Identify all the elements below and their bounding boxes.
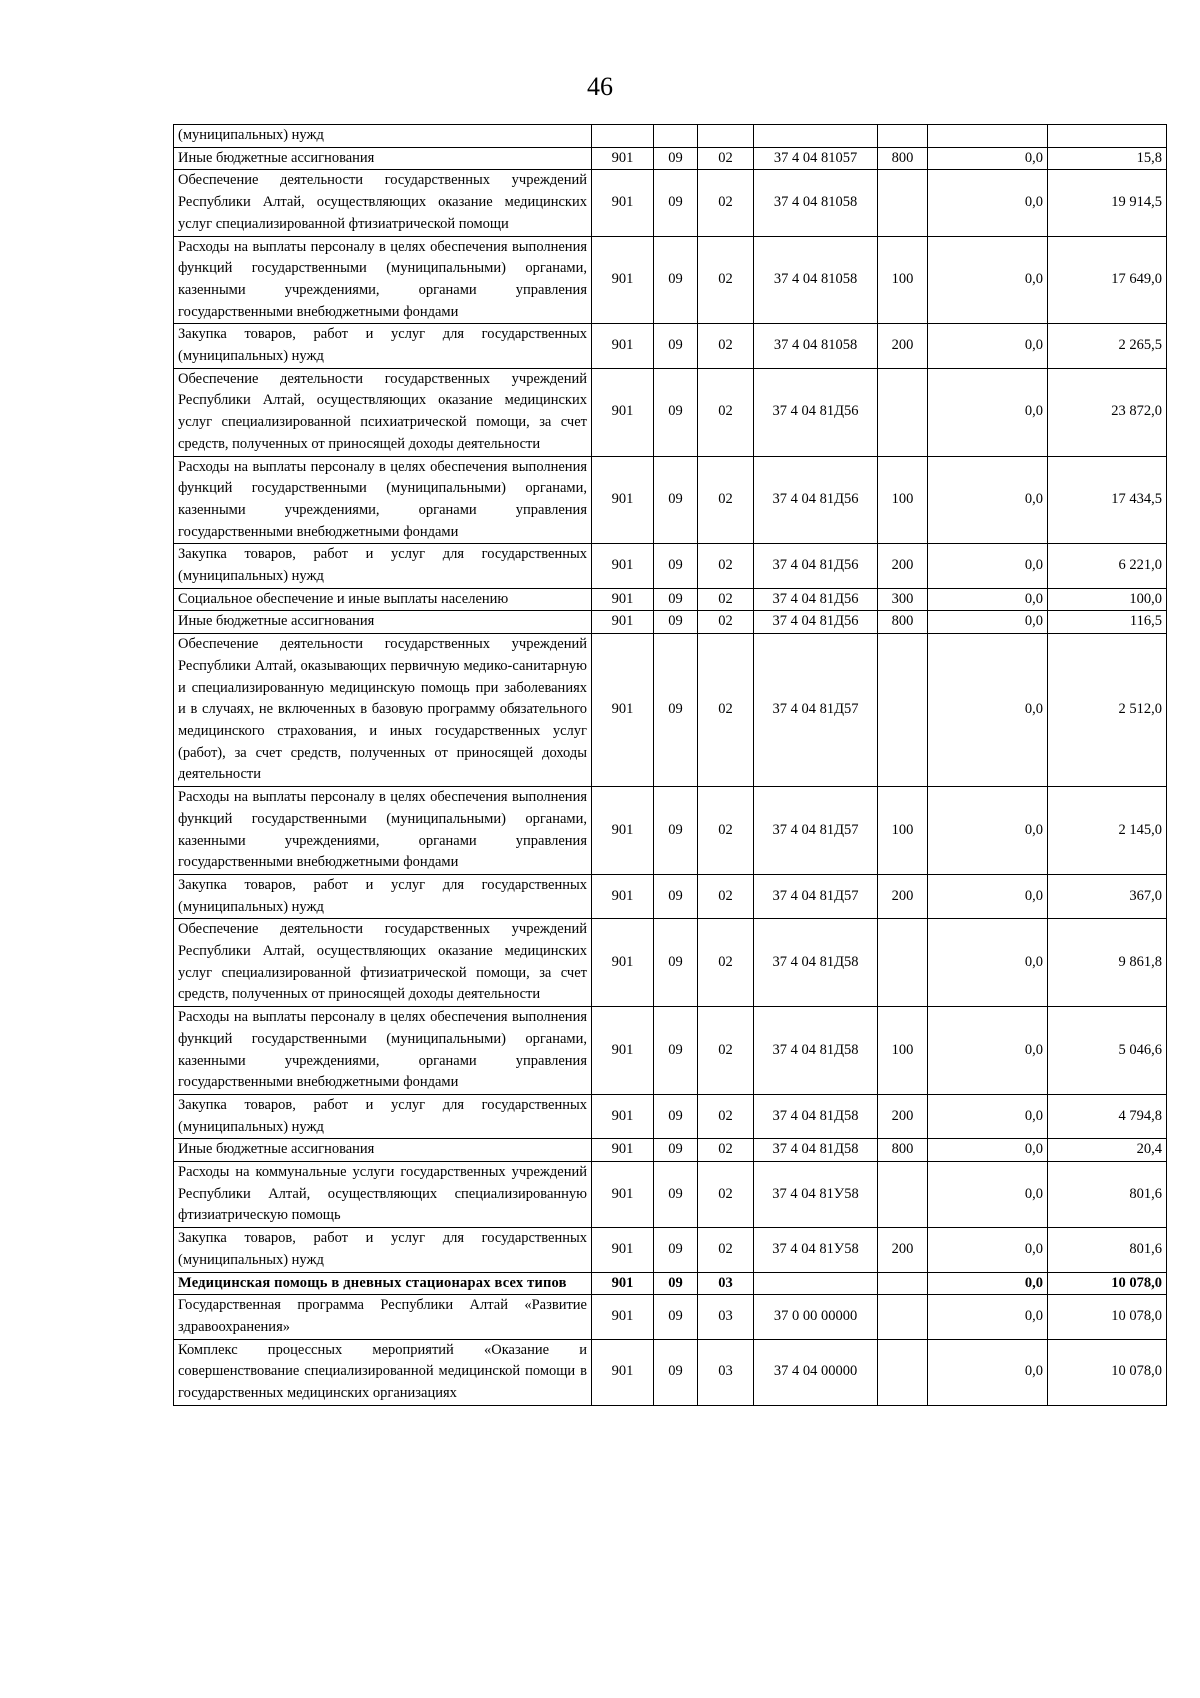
cell-subsection: 03 (698, 1272, 754, 1295)
cell-target-article: 37 4 04 81Д58 (754, 1094, 878, 1138)
cell-description: Медицинская помощь в дневных стационарах всех типов (174, 1272, 592, 1295)
cell-section: 09 (654, 1228, 698, 1272)
cell-admin-code: 901 (592, 1162, 654, 1228)
cell-admin-code: 901 (592, 1272, 654, 1295)
cell-section (654, 125, 698, 148)
cell-description: Расходы на коммунальные услуги государственных учреждений Республики Алтай, осуществляющих специализированную фтизиатрическую помощь (174, 1162, 592, 1228)
cell-subsection: 03 (698, 1339, 754, 1405)
cell-expense-type: 200 (878, 874, 928, 918)
cell-expense-type: 200 (878, 324, 928, 368)
table-row (174, 368, 1167, 456)
table-row (174, 1007, 1167, 1095)
cell-expense-type: 200 (878, 1094, 928, 1138)
table-row (174, 1094, 1167, 1138)
cell-admin-code: 901 (592, 236, 654, 324)
cell-amount-total: 10 078,0 (1048, 1272, 1167, 1295)
cell-amount-plan: 0,0 (928, 634, 1048, 787)
cell-amount-plan: 0,0 (928, 544, 1048, 588)
cell-description: Обеспечение деятельности государственных учреждений Республики Алтай, оказывающих первичную медико-санитарную и специализированную медицинскую помощь при заболеваниях и в случаях, не включенных в базовую программу обязательного медицинского страхования, и иных государственных услуг (работ), за счет средств, полученных от приносящей доходы деятельности (174, 634, 592, 787)
cell-amount-total: 10 078,0 (1048, 1339, 1167, 1405)
cell-description: Обеспечение деятельности государственных учреждений Республики Алтай, осуществляющих оказание медицинских услуг специализированной психиатрической помощи, за счет средств, полученных от приносящей доходы деятельности (174, 368, 592, 456)
cell-amount-plan: 0,0 (928, 611, 1048, 634)
cell-expense-type: 100 (878, 456, 928, 544)
cell-expense-type (878, 1295, 928, 1339)
cell-target-article: 37 4 04 81Д58 (754, 919, 878, 1007)
cell-section: 09 (654, 368, 698, 456)
cell-expense-type (878, 1339, 928, 1405)
cell-subsection: 02 (698, 1094, 754, 1138)
cell-section: 09 (654, 919, 698, 1007)
cell-amount-total: 9 861,8 (1048, 919, 1167, 1007)
cell-admin-code (592, 125, 654, 148)
cell-description: Обеспечение деятельности государственных учреждений Республики Алтай, осуществляющих оказание медицинских услуг специализированной фтизиатрической помощи, за счет средств, полученных от приносящей доходы деятельности (174, 919, 592, 1007)
cell-amount-plan: 0,0 (928, 1007, 1048, 1095)
cell-amount-total: 2 512,0 (1048, 634, 1167, 787)
cell-admin-code: 901 (592, 787, 654, 875)
cell-target-article (754, 125, 878, 148)
page-number: 46 (587, 72, 613, 101)
cell-description: Расходы на выплаты персоналу в целях обеспечения выполнения функций государственными (муниципальными) органами, казенными учреждениями, органами управления государственными внебюджетными фондами (174, 1007, 592, 1095)
cell-amount-plan: 0,0 (928, 324, 1048, 368)
cell-expense-type: 200 (878, 1228, 928, 1272)
cell-section: 09 (654, 1139, 698, 1162)
cell-description: Расходы на выплаты персоналу в целях обеспечения выполнения функций государственными (муниципальными) органами, казенными учреждениями, органами управления государственными внебюджетными фондами (174, 787, 592, 875)
cell-subsection: 03 (698, 1295, 754, 1339)
cell-expense-type (878, 1162, 928, 1228)
cell-amount-plan: 0,0 (928, 1228, 1048, 1272)
cell-admin-code: 901 (592, 1007, 654, 1095)
cell-description: Расходы на выплаты персоналу в целях обеспечения выполнения функций государственными (муниципальными) органами, казенными учреждениями, органами управления государственными внебюджетными фондами (174, 236, 592, 324)
cell-description: Закупка товаров, работ и услуг для государственных (муниципальных) нужд (174, 324, 592, 368)
cell-target-article: 37 4 04 81Д58 (754, 1139, 878, 1162)
cell-amount-plan: 0,0 (928, 236, 1048, 324)
budget-table (173, 124, 1167, 1406)
cell-amount-total: 801,6 (1048, 1162, 1167, 1228)
cell-admin-code: 901 (592, 544, 654, 588)
table-row (174, 147, 1167, 170)
cell-section: 09 (654, 1094, 698, 1138)
cell-description: Иные бюджетные ассигнования (174, 147, 592, 170)
cell-section: 09 (654, 1272, 698, 1295)
cell-description: Иные бюджетные ассигнования (174, 1139, 592, 1162)
cell-section: 09 (654, 544, 698, 588)
cell-target-article: 37 4 04 81Д56 (754, 456, 878, 544)
cell-target-article: 37 4 04 81Д57 (754, 874, 878, 918)
cell-subsection: 02 (698, 611, 754, 634)
cell-subsection: 02 (698, 1228, 754, 1272)
table-row (174, 1139, 1167, 1162)
table-row (174, 170, 1167, 236)
cell-expense-type: 100 (878, 236, 928, 324)
table-row (174, 1272, 1167, 1295)
cell-target-article: 37 4 04 81Д58 (754, 1007, 878, 1095)
cell-amount-total: 801,6 (1048, 1228, 1167, 1272)
table-row (174, 1339, 1167, 1405)
cell-section: 09 (654, 147, 698, 170)
cell-amount-plan: 0,0 (928, 874, 1048, 918)
cell-subsection: 02 (698, 544, 754, 588)
cell-amount-plan (928, 125, 1048, 148)
cell-target-article: 37 4 04 81У58 (754, 1228, 878, 1272)
cell-expense-type: 800 (878, 611, 928, 634)
table-row (174, 544, 1167, 588)
table-row (174, 588, 1167, 611)
cell-subsection: 02 (698, 147, 754, 170)
cell-target-article: 37 4 04 81057 (754, 147, 878, 170)
cell-section: 09 (654, 456, 698, 544)
cell-target-article: 37 4 04 81Д56 (754, 544, 878, 588)
cell-amount-plan: 0,0 (928, 456, 1048, 544)
cell-target-article: 37 4 04 81058 (754, 170, 878, 236)
cell-subsection: 02 (698, 588, 754, 611)
cell-subsection: 02 (698, 1007, 754, 1095)
cell-amount-total: 2 145,0 (1048, 787, 1167, 875)
cell-admin-code: 901 (592, 1139, 654, 1162)
cell-amount-total: 17 649,0 (1048, 236, 1167, 324)
cell-admin-code: 901 (592, 611, 654, 634)
cell-amount-plan: 0,0 (928, 1295, 1048, 1339)
table-row (174, 1162, 1167, 1228)
cell-expense-type (878, 170, 928, 236)
cell-admin-code: 901 (592, 1295, 654, 1339)
cell-expense-type: 800 (878, 1139, 928, 1162)
cell-expense-type (878, 919, 928, 1007)
cell-section: 09 (654, 787, 698, 875)
cell-subsection: 02 (698, 456, 754, 544)
cell-admin-code: 901 (592, 147, 654, 170)
cell-amount-total: 2 265,5 (1048, 324, 1167, 368)
cell-expense-type: 200 (878, 544, 928, 588)
cell-amount-total: 367,0 (1048, 874, 1167, 918)
table-row (174, 236, 1167, 324)
cell-expense-type (878, 634, 928, 787)
cell-section: 09 (654, 634, 698, 787)
cell-subsection: 02 (698, 634, 754, 787)
cell-section: 09 (654, 1339, 698, 1405)
cell-amount-total: 5 046,6 (1048, 1007, 1167, 1095)
cell-expense-type: 300 (878, 588, 928, 611)
cell-amount-plan: 0,0 (928, 588, 1048, 611)
cell-amount-plan: 0,0 (928, 919, 1048, 1007)
cell-expense-type (878, 1272, 928, 1295)
table-row (174, 456, 1167, 544)
cell-section: 09 (654, 236, 698, 324)
cell-target-article: 37 4 04 00000 (754, 1339, 878, 1405)
cell-admin-code: 901 (592, 919, 654, 1007)
cell-section: 09 (654, 1295, 698, 1339)
cell-section: 09 (654, 611, 698, 634)
cell-description: Закупка товаров, работ и услуг для государственных (муниципальных) нужд (174, 1228, 592, 1272)
cell-admin-code: 901 (592, 874, 654, 918)
cell-subsection: 02 (698, 1139, 754, 1162)
cell-subsection: 02 (698, 368, 754, 456)
cell-target-article: 37 4 04 81У58 (754, 1162, 878, 1228)
table-row (174, 919, 1167, 1007)
cell-admin-code: 901 (592, 456, 654, 544)
cell-amount-total: 10 078,0 (1048, 1295, 1167, 1339)
table-row (174, 787, 1167, 875)
cell-admin-code: 901 (592, 170, 654, 236)
cell-target-article: 37 4 04 81Д56 (754, 611, 878, 634)
cell-section: 09 (654, 1007, 698, 1095)
cell-amount-total: 17 434,5 (1048, 456, 1167, 544)
cell-amount-total: 100,0 (1048, 588, 1167, 611)
cell-admin-code: 901 (592, 368, 654, 456)
cell-subsection: 02 (698, 787, 754, 875)
cell-description: Обеспечение деятельности государственных учреждений Республики Алтай, осуществляющих оказание медицинских услуг специализированной фтизиатрической помощи (174, 170, 592, 236)
table-row (174, 611, 1167, 634)
cell-description: Иные бюджетные ассигнования (174, 611, 592, 634)
cell-target-article: 37 4 04 81058 (754, 324, 878, 368)
cell-section: 09 (654, 324, 698, 368)
cell-subsection: 02 (698, 236, 754, 324)
cell-expense-type: 800 (878, 147, 928, 170)
cell-amount-plan: 0,0 (928, 368, 1048, 456)
table-row (174, 874, 1167, 918)
cell-amount-plan: 0,0 (928, 1162, 1048, 1228)
cell-section: 09 (654, 588, 698, 611)
cell-description: Закупка товаров, работ и услуг для государственных (муниципальных) нужд (174, 544, 592, 588)
cell-description: Закупка товаров, работ и услуг для государственных (муниципальных) нужд (174, 874, 592, 918)
cell-target-article: 37 4 04 81Д57 (754, 787, 878, 875)
cell-subsection: 02 (698, 919, 754, 1007)
table-row (174, 1295, 1167, 1339)
cell-subsection: 02 (698, 1162, 754, 1228)
cell-amount-total: 4 794,8 (1048, 1094, 1167, 1138)
cell-admin-code: 901 (592, 634, 654, 787)
cell-admin-code: 901 (592, 1339, 654, 1405)
cell-expense-type: 100 (878, 787, 928, 875)
cell-description: Закупка товаров, работ и услуг для государственных (муниципальных) нужд (174, 1094, 592, 1138)
cell-subsection: 02 (698, 324, 754, 368)
cell-description: Расходы на выплаты персоналу в целях обеспечения выполнения функций государственными (муниципальными) органами, казенными учреждениями, органами управления государственными внебюджетными фондами (174, 456, 592, 544)
cell-amount-plan: 0,0 (928, 1339, 1048, 1405)
table-row (174, 1228, 1167, 1272)
cell-target-article: 37 0 00 00000 (754, 1295, 878, 1339)
cell-section: 09 (654, 170, 698, 236)
cell-section: 09 (654, 874, 698, 918)
cell-amount-plan: 0,0 (928, 1094, 1048, 1138)
cell-admin-code: 901 (592, 324, 654, 368)
cell-target-article: 37 4 04 81Д57 (754, 634, 878, 787)
table-row (174, 634, 1167, 787)
cell-amount-plan: 0,0 (928, 147, 1048, 170)
cell-target-article (754, 1272, 878, 1295)
cell-subsection: 02 (698, 170, 754, 236)
cell-description: Комплекс процессных мероприятий «Оказание и совершенствование специализированной медицинской помощи в государственных медицинских организациях (174, 1339, 592, 1405)
table-body (174, 125, 1167, 1406)
cell-amount-total: 6 221,0 (1048, 544, 1167, 588)
cell-amount-total (1048, 125, 1167, 148)
cell-amount-plan: 0,0 (928, 170, 1048, 236)
cell-description: Государственная программа Республики Алтай «Развитие здравоохранения» (174, 1295, 592, 1339)
cell-description: (муниципальных) нужд (174, 125, 592, 148)
cell-amount-total: 19 914,5 (1048, 170, 1167, 236)
cell-amount-total: 23 872,0 (1048, 368, 1167, 456)
cell-expense-type (878, 125, 928, 148)
cell-expense-type (878, 368, 928, 456)
cell-amount-total: 15,8 (1048, 147, 1167, 170)
cell-subsection: 02 (698, 874, 754, 918)
cell-admin-code: 901 (592, 588, 654, 611)
cell-target-article: 37 4 04 81Д56 (754, 368, 878, 456)
cell-target-article: 37 4 04 81Д56 (754, 588, 878, 611)
cell-amount-plan: 0,0 (928, 787, 1048, 875)
cell-section: 09 (654, 1162, 698, 1228)
table-row (174, 125, 1167, 148)
cell-subsection (698, 125, 754, 148)
cell-amount-total: 116,5 (1048, 611, 1167, 634)
cell-expense-type: 100 (878, 1007, 928, 1095)
cell-description: Социальное обеспечение и иные выплаты населению (174, 588, 592, 611)
cell-amount-total: 20,4 (1048, 1139, 1167, 1162)
cell-amount-plan: 0,0 (928, 1139, 1048, 1162)
cell-target-article: 37 4 04 81058 (754, 236, 878, 324)
table-row (174, 324, 1167, 368)
cell-amount-plan: 0,0 (928, 1272, 1048, 1295)
cell-admin-code: 901 (592, 1094, 654, 1138)
cell-admin-code: 901 (592, 1228, 654, 1272)
